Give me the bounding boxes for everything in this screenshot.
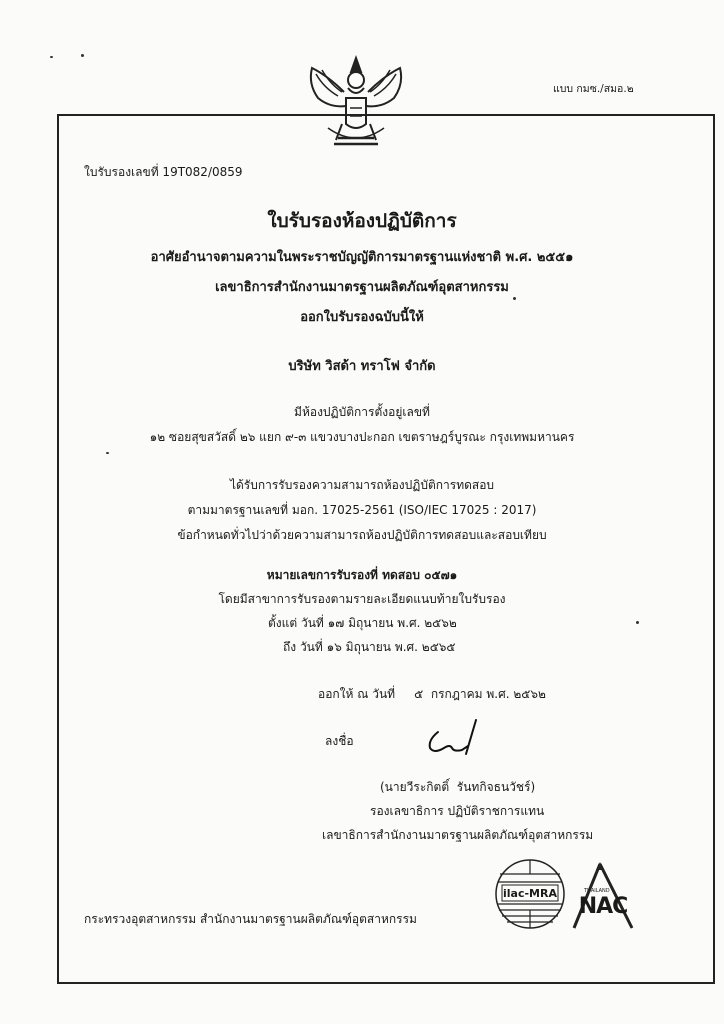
speck	[50, 56, 53, 58]
accreditation-number: หมายเลขการรับรองที่ ทดสอบ ๐๕๗๑	[266, 568, 458, 582]
preamble-line-2: เลขาธิการสำนักงานมาตรฐานผลิตภัณฑ์อุตสาหกรรม	[215, 280, 509, 295]
ilac-mra-logo	[494, 858, 566, 932]
speck	[81, 54, 84, 57]
signature	[420, 714, 490, 758]
scope-note: โดยมีสาขาการรับรองตามรายละเอียดแนบท้ายใบรับรอง	[218, 592, 506, 606]
nac-logo	[566, 858, 638, 932]
address-label: มีห้องปฏิบัติการตั้งอยู่เลขที่	[294, 405, 430, 419]
form-code: แบบ กมซ./สมอ.๒	[553, 83, 634, 95]
issue-date: ออกให้ ณ วันที่ ๕ กรกฎาคม พ.ศ. ๒๕๖๒	[318, 687, 546, 701]
certificate-number: ใบรับรองเลขที่ 19T082/0859	[84, 165, 243, 179]
preamble-line-3: ออกใบรับรองฉบับนี้ให้	[300, 310, 424, 325]
nac-subtext: THAILAND	[584, 888, 610, 894]
certificate-frame	[57, 114, 715, 984]
accreditation-line-3: ข้อกำหนดทั่วไปว่าด้วยความสามารถห้องปฏิบัติการทดสอบและสอบเทียบ	[177, 528, 547, 542]
valid-from: ตั้งแต่ วันที่ ๑๗ มิถุนายน พ.ศ. ๒๕๖๒	[268, 616, 457, 630]
address-line: ๑๒ ซอยสุขสวัสดิ์ ๒๖ แยก ๙-๓ แขวงบางปะกอก เขตราษฎร์บูรณะ กรุงเทพมหานคร	[149, 430, 575, 444]
signatory-office: เลขาธิการสำนักงานมาตรฐานผลิตภัณฑ์อุตสาหกรรม	[322, 828, 594, 842]
accreditation-line-2: ตามมาตรฐานเลขที่ มอก. 17025-2561 (ISO/IEC 17025 : 2017)	[187, 503, 537, 517]
company-name: บริษัท วิสด้า ทราโฟ จำกัด	[288, 359, 436, 374]
footer: กระทรวงอุตสาหกรรม สำนักงานมาตรฐานผลิตภัณฑ์อุตสาหกรรม	[84, 912, 417, 926]
preamble-line-1: อาศัยอำนาจตามความในพระราชบัญญัติการมาตรฐานแห่งชาติ พ.ศ. ๒๕๕๑	[150, 250, 574, 265]
page-title: ใบรับรองห้องปฏิบัติการ	[267, 210, 457, 232]
signatory-position: รองเลขาธิการ ปฏิบัติราชการแทน	[370, 804, 545, 818]
valid-to: ถึง วันที่ ๑๖ มิถุนายน พ.ศ. ๒๕๖๕	[283, 640, 456, 654]
accreditation-line-1: ได้รับการรับรองความสามารถห้องปฏิบัติการทดสอบ	[229, 478, 495, 492]
sign-label: ลงชื่อ	[325, 734, 354, 748]
ilac-text: ilac-MRA	[503, 887, 557, 900]
nac-text: NAC	[578, 894, 628, 919]
signatory-name: (นายวีระกิตติ์ รันทกิจธนวัชร์)	[380, 780, 536, 794]
